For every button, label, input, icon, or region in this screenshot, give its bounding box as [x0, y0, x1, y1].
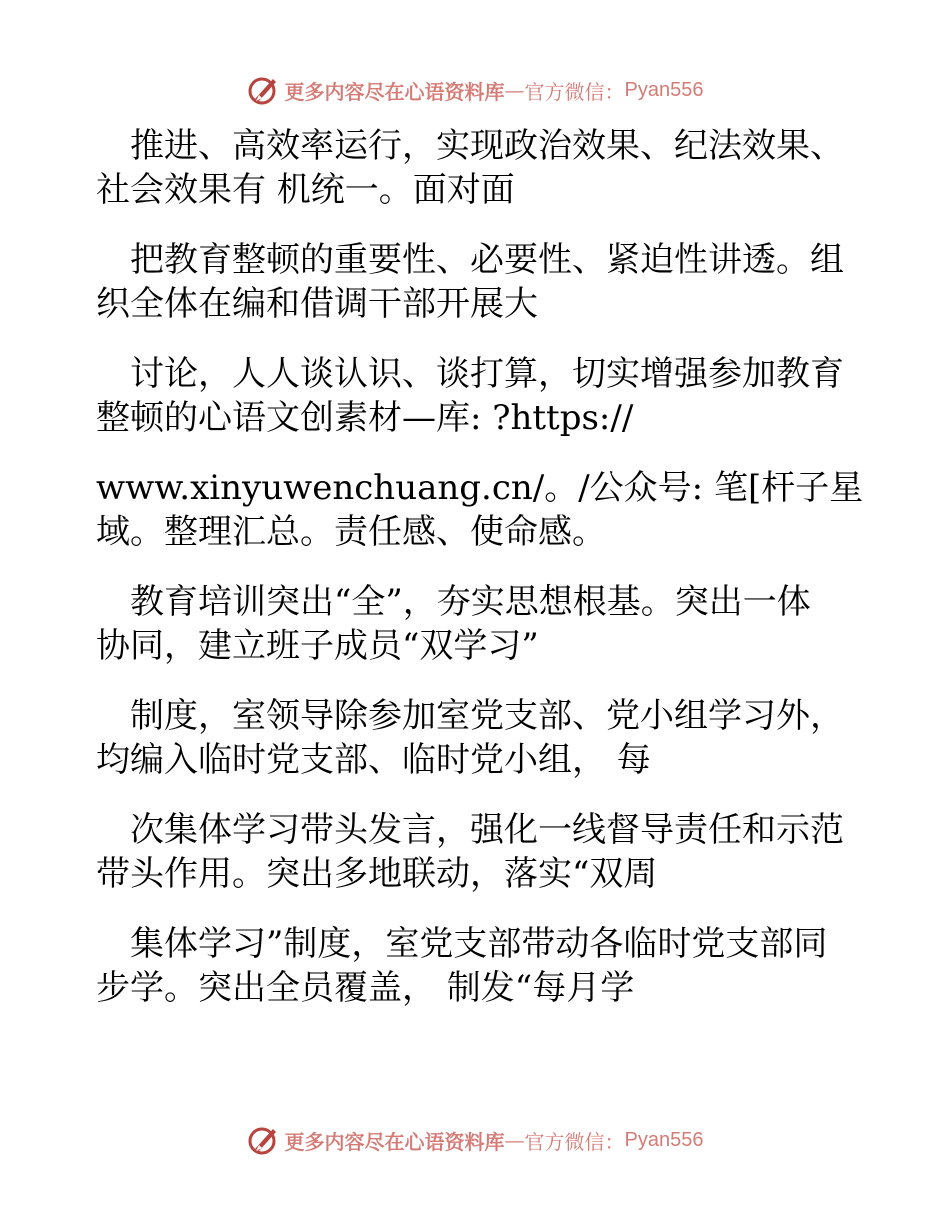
- text-line: 整顿的心语文创素材—库: ?https://: [96, 398, 634, 438]
- banner-wechat-id: Pyan556: [624, 1128, 704, 1151]
- text-line: 域。整理汇总。责任感、使命感。: [96, 512, 606, 552]
- line-gap: [96, 326, 866, 352]
- quill-in-circle-icon: [247, 73, 281, 107]
- banner-content: [247, 1123, 704, 1157]
- text-line: 织全体在编和借调干部开展大: [96, 284, 538, 324]
- text-line: 步学。突出全员覆盖， 制发“每月学: [96, 968, 635, 1008]
- text-line: 教育培训突出“全”，夯实思想根基。突出一体: [96, 582, 811, 622]
- text-line: 带头作用。突出多地联动，落实“双周: [96, 854, 658, 894]
- text-line: 次集体学习带头发言，强化一线督导责任和示范: [96, 810, 844, 850]
- footer-banner: [0, 1120, 950, 1160]
- banner-content: [247, 73, 704, 107]
- text-line: 制度，室领导除参加室党支部、党小组学习外，: [96, 696, 844, 736]
- text-line: 社会效果有 机统一。面对面: [96, 170, 515, 210]
- banner-separator: —: [504, 78, 525, 102]
- banner-main-text: 更多内容尽在心语资料库: [284, 1129, 505, 1154]
- text-line: 推进、高效率运行，实现政治效果、纪法效果、: [96, 126, 844, 166]
- quill-in-circle-icon: [247, 1123, 281, 1157]
- line-gap: [96, 668, 866, 694]
- body-text: [96, 124, 866, 1010]
- banner-wechat-label: 官方微信：: [524, 79, 625, 104]
- line-gap: [96, 440, 866, 466]
- banner-main-text: 更多内容尽在心语资料库: [284, 79, 505, 104]
- line-gap: [96, 554, 866, 580]
- line-gap: [96, 212, 866, 238]
- text-line: 讨论，人人谈认识、谈打算，切实增强参加教育: [96, 354, 844, 394]
- text-line: www.xinyuwenchuang.cn/。/公众号: 笔[杆子星: [96, 468, 864, 508]
- banner-separator: —: [504, 1128, 525, 1152]
- line-gap: [96, 782, 866, 808]
- line-gap: [96, 896, 866, 922]
- text-line: 把教育整顿的重要性、必要性、紧迫性讲透。组: [96, 240, 844, 280]
- header-banner: [0, 70, 950, 110]
- text-line: 协同，建立班子成员“双学习”: [96, 626, 539, 666]
- text-line: 集体学习”制度，室党支部带动各临时党支部同: [96, 924, 828, 964]
- banner-wechat-label: 官方微信：: [524, 1129, 625, 1154]
- banner-wechat-id: Pyan556: [624, 78, 704, 101]
- text-line: 均编入临时党支部、临时党小组， 每: [96, 740, 651, 780]
